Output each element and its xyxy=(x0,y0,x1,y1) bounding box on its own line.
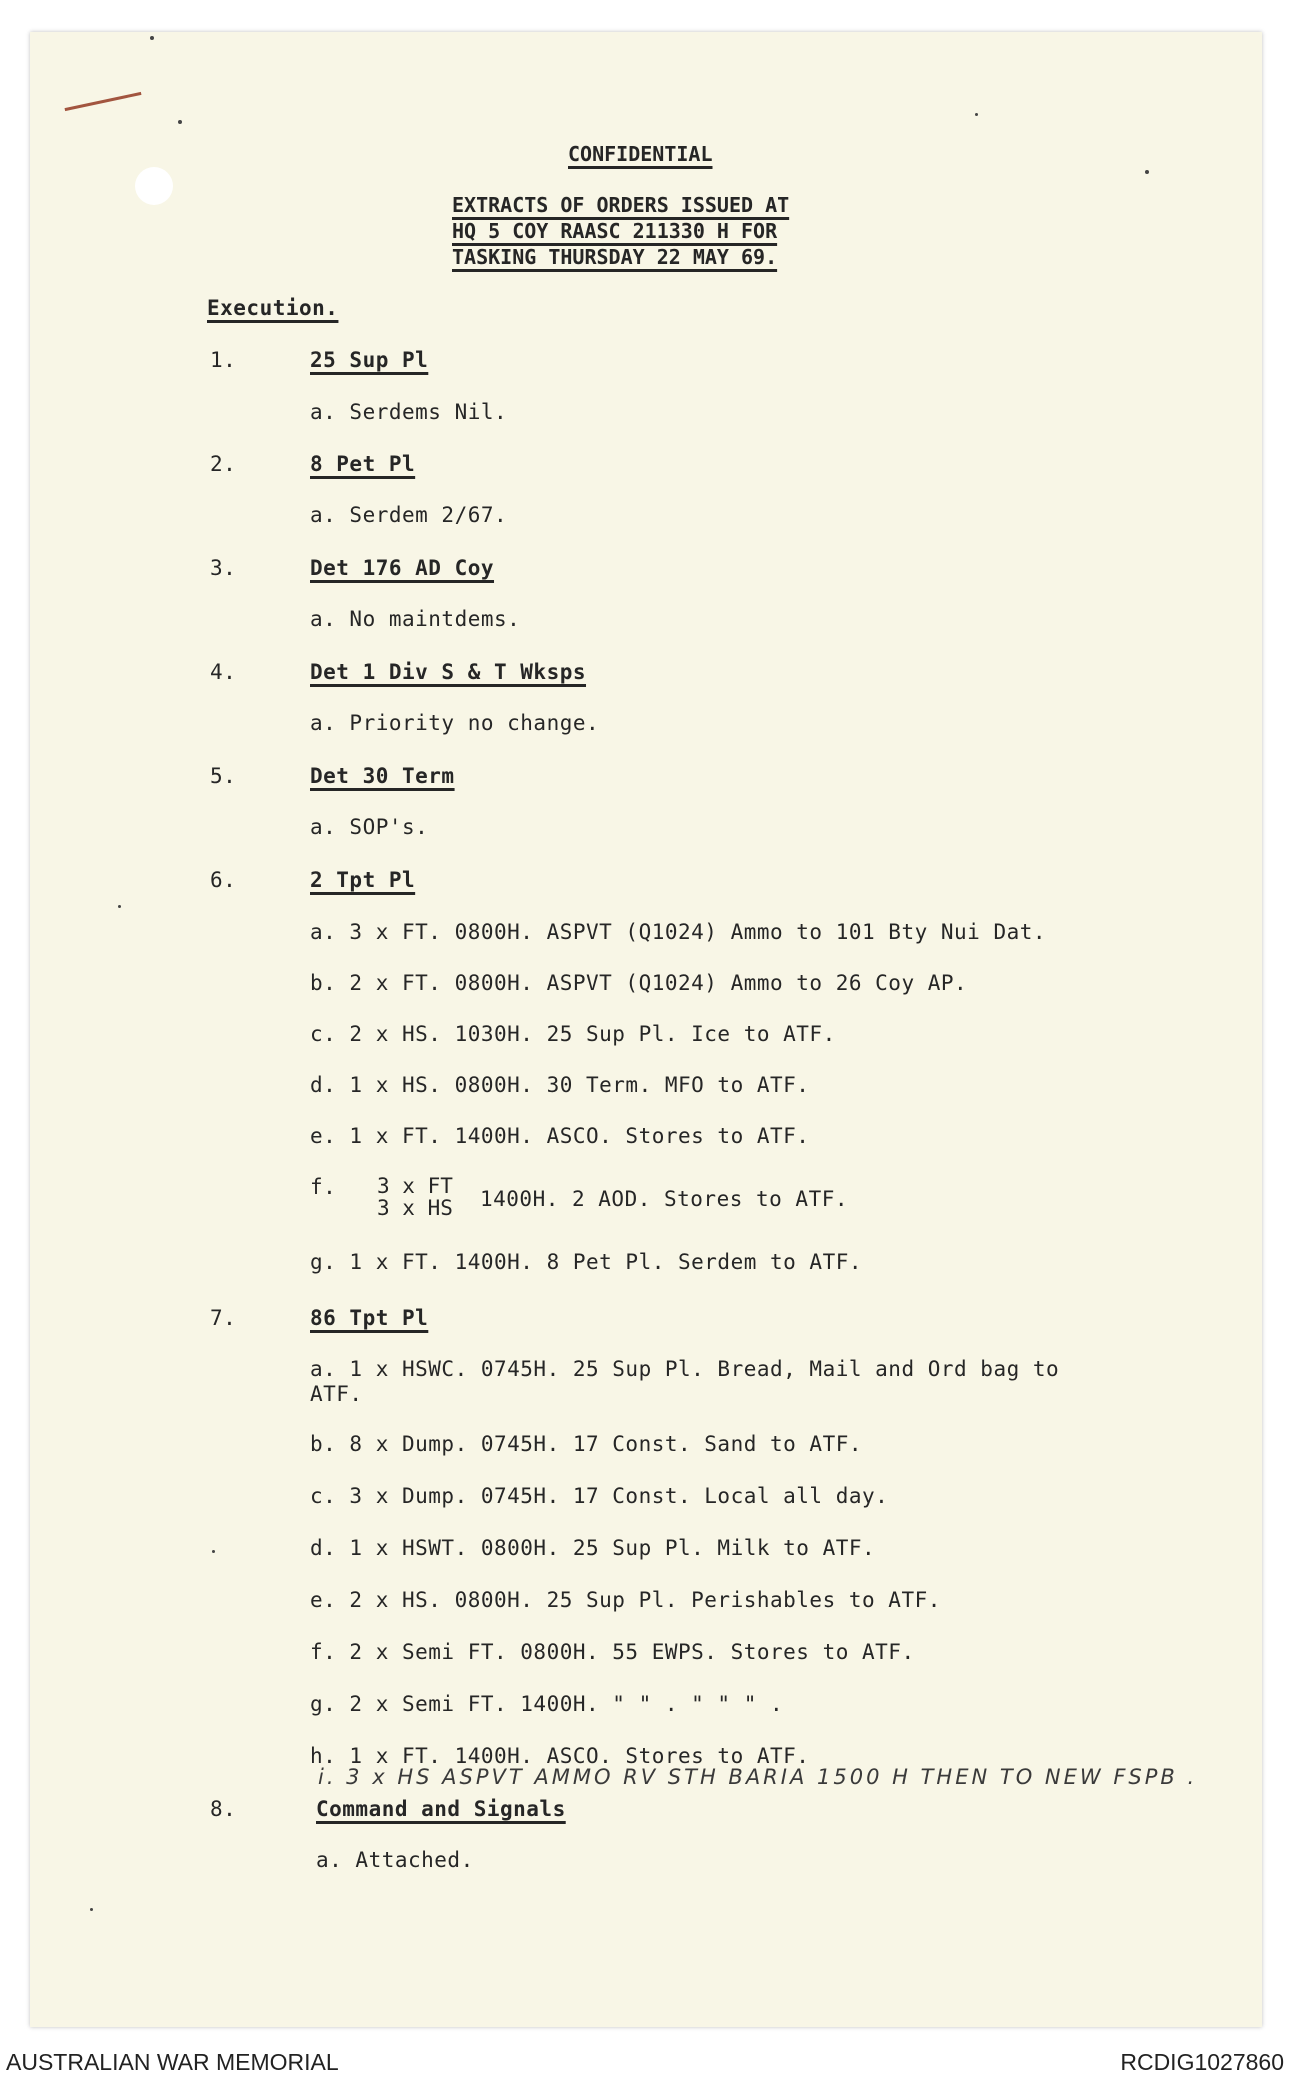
item-number: 1. xyxy=(210,348,237,372)
ink-speck xyxy=(1145,170,1149,174)
item-line: d. 1 x HSWT. 0800H. 25 Sup Pl. Milk to ATF. xyxy=(310,1536,876,1560)
section-title: Execution. xyxy=(207,296,339,320)
item-line: a. 3 x FT. 0800H. ASPVT (Q1024) Ammo to 101 Bty Nui Dat. xyxy=(310,920,1047,944)
item-line: c. 2 x HS. 1030H. 25 Sup Pl. Ice to ATF. xyxy=(310,1022,836,1046)
item-number: 2. xyxy=(210,452,237,476)
punch-hole xyxy=(135,167,173,205)
vehicle-ft: 3 x FT xyxy=(377,1174,453,1198)
item-label: f. xyxy=(310,1175,337,1199)
item-line: f. 2 x Semi FT. 0800H. 55 EWPS. Stores to ATF. xyxy=(310,1640,915,1664)
item-line: a. Attached. xyxy=(316,1848,474,1872)
item-title: 25 Sup Pl xyxy=(310,348,429,372)
item-line: 1400H. 2 AOD. Stores to ATF. xyxy=(480,1187,849,1211)
vehicle-hs: 3 x HS xyxy=(377,1196,453,1220)
title-line-1: EXTRACTS OF ORDERS ISSUED AT xyxy=(452,193,790,217)
item-title: Det 30 Term xyxy=(310,764,455,788)
item-number: 5. xyxy=(210,764,237,788)
item-line: g. 2 x Semi FT. 1400H. " " . " " " . xyxy=(310,1692,784,1716)
title-line-3: TASKING THURSDAY 22 MAY 69. xyxy=(452,245,778,269)
item-number: 8. xyxy=(210,1797,237,1821)
item-line: b. 8 x Dump. 0745H. 17 Const. Sand to ATF. xyxy=(310,1432,863,1456)
handwritten-line: i. 3 x HS ASPVT AMMO RV STH BARIA 1500 H THEN TO NEW FSPB . xyxy=(318,1765,1198,1789)
item-line: a. Priority no change. xyxy=(310,711,600,735)
footer-record-id: RCDIG1027860 xyxy=(1120,2049,1284,2075)
vehicle-stack xyxy=(377,1175,453,1219)
item-line: a. Serdem 2/67. xyxy=(310,503,508,527)
item-line: b. 2 x FT. 0800H. ASPVT (Q1024) Ammo to 26 Coy AP. xyxy=(310,971,968,995)
title-line-2: HQ 5 COY RAASC 211330 H FOR xyxy=(452,219,778,243)
item-line: g. 1 x FT. 1400H. 8 Pet Pl. Serdem to ATF. xyxy=(310,1250,863,1274)
ink-speck xyxy=(212,1550,215,1553)
item-line-continuation: ATF. xyxy=(310,1382,363,1406)
item-title: 86 Tpt Pl xyxy=(310,1306,429,1330)
classification-heading: CONFIDENTIAL xyxy=(568,142,713,166)
item-title: 2 Tpt Pl xyxy=(310,868,416,892)
item-title: Det 1 Div S & T Wksps xyxy=(310,660,587,684)
item-line: a. Serdems Nil. xyxy=(310,400,508,424)
item-line: h. 1 x FT. 1400H. ASCO. Stores to ATF. xyxy=(310,1744,810,1768)
item-line: d. 1 x HS. 0800H. 30 Term. MFO to ATF. xyxy=(310,1073,810,1097)
item-line: c. 3 x Dump. 0745H. 17 Const. Local all day. xyxy=(310,1484,889,1508)
ink-speck xyxy=(178,120,182,124)
item-line: e. 2 x HS. 0800H. 25 Sup Pl. Perishables to ATF. xyxy=(310,1588,941,1612)
item-number: 3. xyxy=(210,556,237,580)
ink-speck xyxy=(150,36,154,40)
item-title: Command and Signals xyxy=(316,1797,566,1821)
item-title: 8 Pet Pl xyxy=(310,452,416,476)
footer-institution: AUSTRALIAN WAR MEMORIAL xyxy=(6,2049,339,2075)
item-number: 4. xyxy=(210,660,237,684)
item-line: a. No maintdems. xyxy=(310,607,521,631)
item-line: a. 1 x HSWC. 0745H. 25 Sup Pl. Bread, Mail and Ord bag to xyxy=(310,1357,1060,1381)
ink-speck xyxy=(975,113,978,116)
item-number: 7. xyxy=(210,1306,237,1330)
ink-speck xyxy=(90,1908,93,1911)
item-line: e. 1 x FT. 1400H. ASCO. Stores to ATF. xyxy=(310,1124,810,1148)
item-title: Det 176 AD Coy xyxy=(310,556,495,580)
ink-speck xyxy=(118,905,121,908)
item-line: a. SOP's. xyxy=(310,815,429,839)
item-number: 6. xyxy=(210,868,237,892)
